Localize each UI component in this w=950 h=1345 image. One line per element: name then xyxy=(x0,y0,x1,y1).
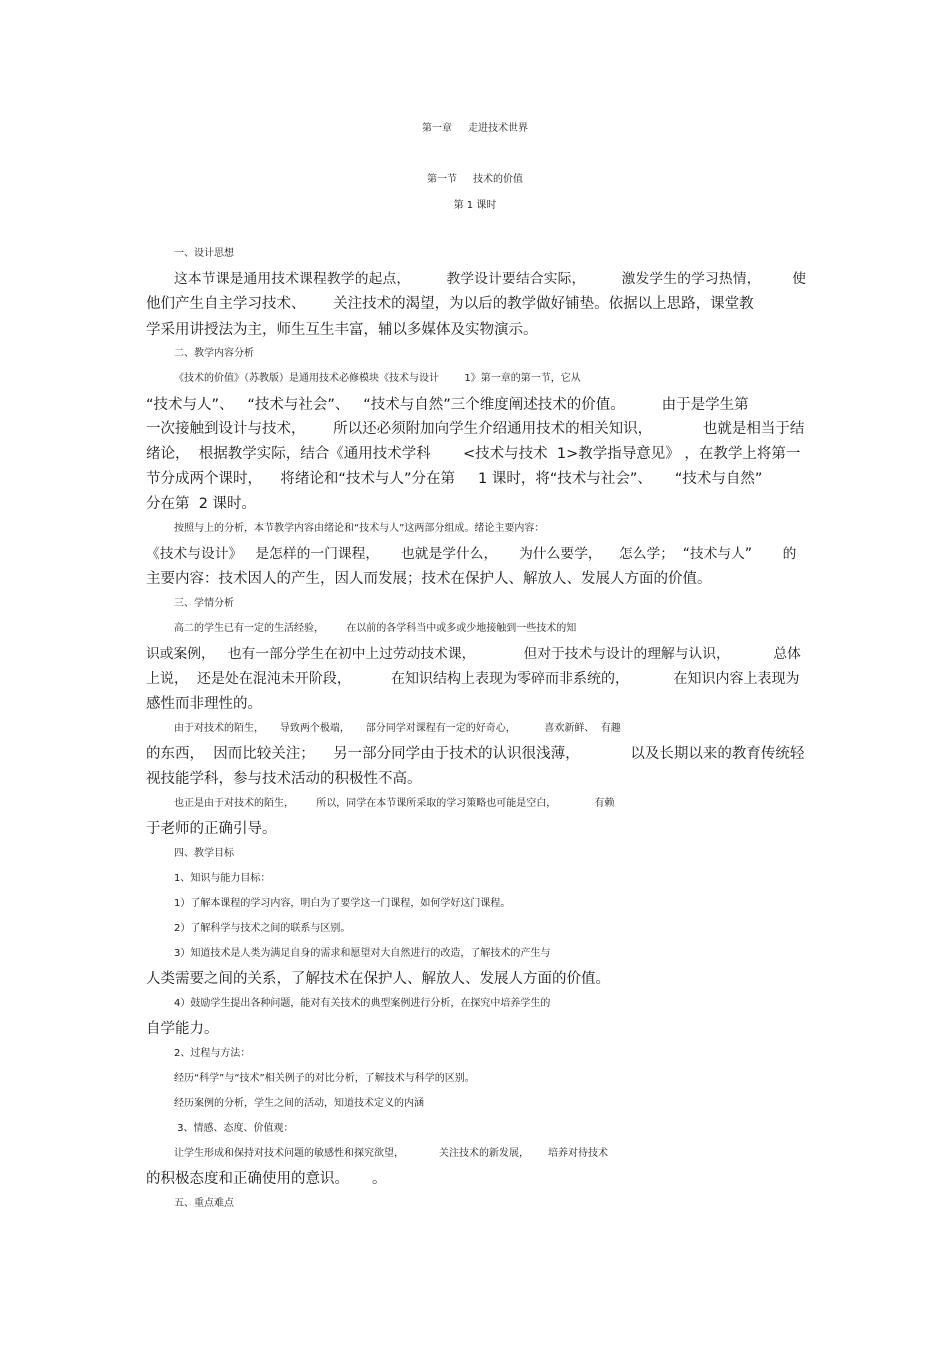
paragraph-line: 高二的学生已有一定的生活经验， 在以前的各学科当中或多或少地接触到一些技术的知 xyxy=(174,623,577,634)
paragraph-line: 一次接触到设计与技术， 所以还必须附加向学生介绍通用技术的相关知识， 也就是相当于结 xyxy=(146,421,805,437)
paragraph-line: 主要内容：技术因人的产生，因人而发展；技术在保护人、解放人、发展人方面的价值。 xyxy=(146,571,712,587)
paragraph-line: 节分成两个课时， 将绪论和“技术与人”分在第 1 课时，将“技术与社会”、 “技术与自然” xyxy=(146,471,763,487)
paragraph-line: 他们产生自主学习技术、 关注技术的渴望，为以后的教学做好铺垫。依据以上思路，课堂教 xyxy=(146,296,754,312)
heading-content-analysis: 二、教学内容分析 xyxy=(174,348,254,359)
paragraph-line: 分在第 2 课时。 xyxy=(146,496,257,512)
paragraph-line: 经历案例的分析，学生之间的活动，知道技术定义的内涵 xyxy=(174,1098,424,1109)
subheading-attitude: 3、情感、态度、价值观： xyxy=(174,1123,294,1134)
paragraph-line: 由于对技术的陌生， 导致两个极端， 部分同学对课程有一定的好奇心， 喜欢新鲜、 有趣 xyxy=(174,723,621,734)
paragraph-line: 于老师的正确引导。 xyxy=(146,821,277,837)
paragraph-line: 这本节课是通用技术课程教学的起点， 教学设计要结合实际， 激发学生的学习热情， 使 xyxy=(174,271,806,287)
paragraph-line: 识或案例， 也有一部分学生在初中上过劳动技术课， 但对于技术与设计的理解与认识， 总体 xyxy=(146,646,801,662)
paragraph-line: “技术与人”、 “技术与社会”、 “技术与自然”三个维度阐述技术的价值。 由于是学生第 xyxy=(146,397,749,413)
paragraph-line: 感性而非理性的。 xyxy=(146,696,262,712)
heading-design-idea: 一、设计思想 xyxy=(174,248,234,259)
lesson-title: 第 1 课时 xyxy=(453,200,497,211)
paragraph-line: 《技术与设计》 是怎样的一门课程， 也就是学什么， 为什么要学， 怎么学； “技术与人” 的 xyxy=(146,546,797,562)
paragraph-line: 按照与上的分析，本节教学内容由绪论和“技术与人”这两部分组成。绪论主要内容： xyxy=(174,523,545,534)
list-item: 3）知道技术是人类为满足自身的需求和愿望对大自然进行的改造，了解技术的产生与 xyxy=(174,948,551,959)
paragraph-line: 的东西， 因而比较关注； 另一部分同学由于技术的认识很浅薄， 以及长期以来的教育传统轻 xyxy=(146,746,805,762)
section-title: 第一节 技术的价值 xyxy=(427,174,523,185)
subheading-knowledge: 1、知识与能力目标： xyxy=(174,873,271,884)
paragraph-line: 上说， 还是处在混沌未开阶段， 在知识结构上表现为零碎而非系统的， 在知识内容上表现为 xyxy=(146,671,800,687)
list-item: 2）了解科学与技术之间的联系与区别。 xyxy=(174,923,351,934)
list-item: 4）鼓励学生提出各种问题，能对有关技术的典型案例进行分析，在探究中培养学生的 xyxy=(174,998,551,1009)
list-item: 1）了解本课程的学习内容，明白为了要学这一门课程，如何学好这门课程。 xyxy=(174,898,511,909)
subheading-process: 2、过程与方法： xyxy=(174,1048,251,1059)
paragraph-line: 经历“科学”与“技术”相关例子的对比分析，了解技术与科学的区别。 xyxy=(174,1073,475,1084)
paragraph-line: 学采用讲授法为主，师生互生丰富，辅以多媒体及实物演示。 xyxy=(146,322,538,338)
paragraph-line: 《技术的价值》（苏教版）是通用技术必修模块《技术与设计 1》第一章的第一节，它从 xyxy=(174,373,581,384)
paragraph-line: 视技能学科，参与技术活动的积极性不高。 xyxy=(146,771,422,787)
paragraph-line: 让学生形成和保持对技术问题的敏感性和探究欲望， 关注技术的新发展， 培养对待技术 xyxy=(174,1148,609,1159)
heading-student-analysis: 三、学情分析 xyxy=(174,598,234,609)
paragraph-line: 绪论， 根据教学实际，结合《通用技术学科 <技术与技术 1>教学指导意见》 ，在教学上将第一 xyxy=(146,446,801,462)
paragraph-line: 自学能力。 xyxy=(146,1021,219,1037)
paragraph-line: 的积极态度和正确使用的意识。 。 xyxy=(146,1171,387,1187)
heading-key-points: 五、重点难点 xyxy=(174,1198,234,1209)
paragraph-line: 也正是由于对技术的陌生， 所以，同学在本节课所采取的学习策略也可能是空白， 有赖 xyxy=(174,798,615,809)
chapter-title: 第一章 走进技术世界 xyxy=(422,123,528,134)
heading-teaching-goals: 四、教学目标 xyxy=(174,848,234,859)
paragraph-line: 人类需要之间的关系，了解技术在保护人、解放人、发展人方面的价值。 xyxy=(146,971,610,987)
